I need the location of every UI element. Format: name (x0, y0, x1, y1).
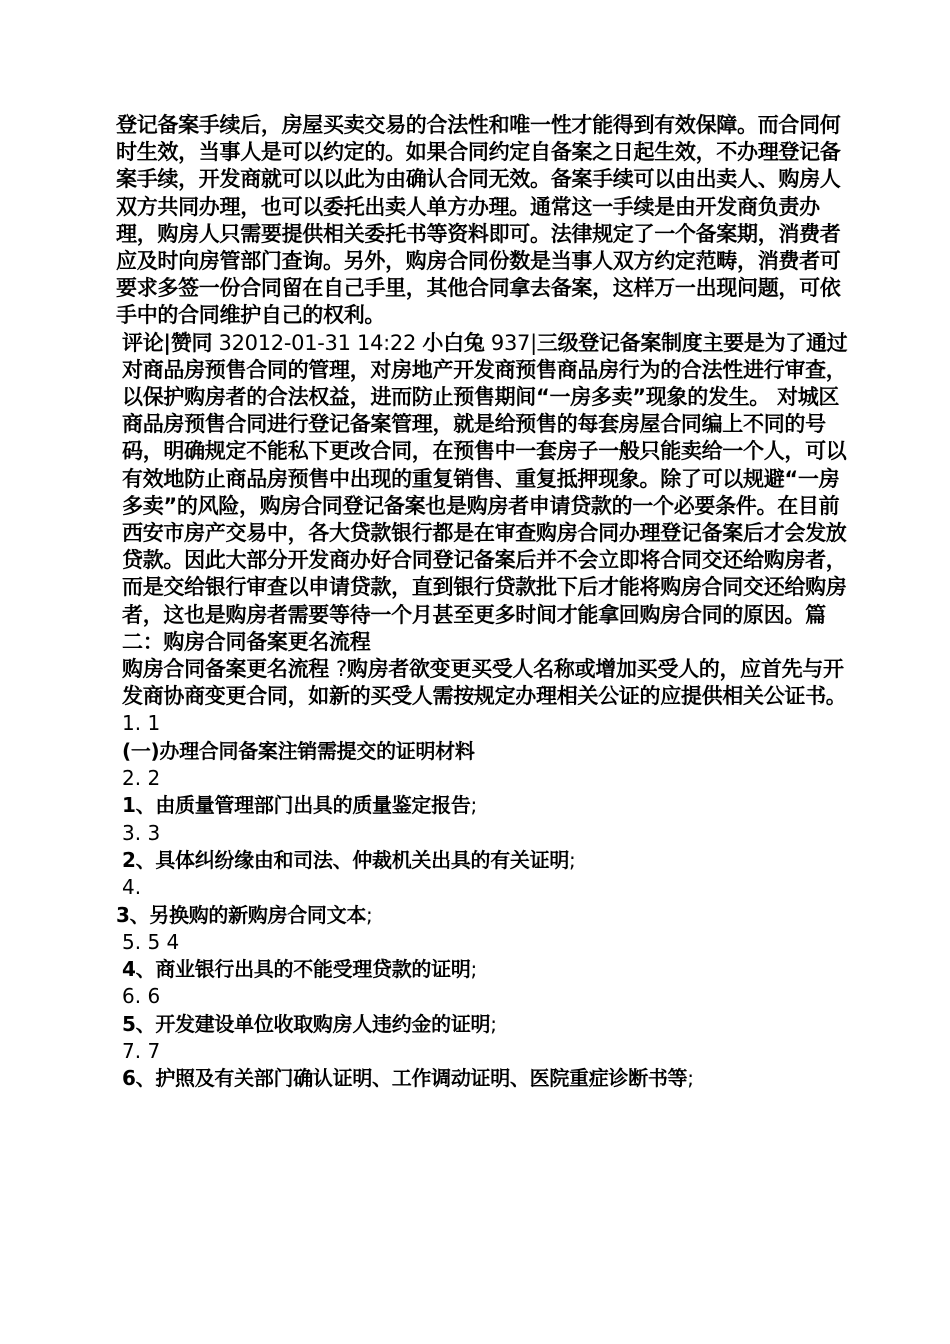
comment-count: 937| (484, 330, 537, 355)
list-item-punctuation: ; (569, 847, 576, 872)
list-item (116, 738, 850, 765)
comment-text: 三级登记备案制度主要是为了通过对商品房预售合同的管理，对房地产开发商预售商品房行为的合法性进行审查，以保护购房者的合法权益，进而防止预售期间“一房多卖”现象的发生。 对城区商品房预售合同进行登记备案管理，就是给预售的每套房屋合同编上不同的号码，明确规定不能私下更改合同，在预售中一套房子一般只能卖给一个人，可以有效地防止商品房预售中出现的重复销售、重复抵押现象。除了可以规避“一房多卖”的风险，购房合同登记备案也是购房者申请贷款的一个必要条件。在目前西安市房产交易中，各大贷款银行都是在审查购房合同办理登记备案后才会发放贷款。因此大部分开发商办好合同登记备案后并不会立即将合同交还给购房者，而是交给银行审查以申请贷款，直到银行贷款批下后才能将购房合同交还给购房者，这也是购房者需要等待一个月甚至更多时间才能拿回购房合同的原因。篇二：购房合同备案更名流程 (122, 330, 848, 654)
list-item (116, 1011, 850, 1038)
document-page (116, 112, 850, 1093)
list-item-text: 3、另换购的新购房合同文本 (116, 902, 367, 927)
list-item (116, 792, 850, 819)
list-number: 5. 5 4 (122, 929, 180, 954)
list-number: 2. 2 (122, 766, 161, 791)
list-item-text: 4、商业银行出具的不能受理贷款的证明 (122, 957, 471, 982)
list-item-punctuation: ; (366, 902, 373, 927)
rename-process-text: 购房者欲变更买受人名称或增加买受人的，应首先与开发商协商变更合同，如新的买受人需按规定办理相关公证的应提供相关公证书。 (122, 657, 847, 709)
list-number: 1. 1 (122, 711, 161, 736)
list-number: 3. 3 (122, 820, 161, 845)
list-item (116, 956, 850, 983)
paragraph-registration-effect: 登记备案手续后，房屋买卖交易的合法性和唯一性才能得到有效保障。而合同何时生效，当事人是可以约定的。如果合同约定自备案之日起生效，不办理登记备案手续，开发商就可以以此为由确认合同无效。备案手续可以由出卖人、购房人双方共同办理，也可以委托出卖人单方办理。通常这一手续是由开发商负责办理，购房人只需要提供相关委托书等资料即可。法律规定了一个备案期，消费者应及时向房管部门查询。另外，购房合同份数是当事人双方约定范畴，消费者可要求多签一份合同留在自己手里，其他合同拿去备案，这样万一出现问题，可依手中的合同维护自己的权利。 (116, 113, 841, 328)
comment-label[interactable]: 评论|赞同 (122, 330, 213, 355)
comment-user[interactable]: 小白兔 (422, 330, 485, 355)
list-item-text: 2、具体纠纷缘由和司法、仲裁机关出具的有关证明 (122, 847, 570, 872)
list-item (116, 902, 850, 929)
list-number: 6. 6 (122, 984, 161, 1009)
list-item-text: 5、开发建设单位收取购房人违约金的证明 (122, 1011, 491, 1036)
paragraph-comment (116, 330, 850, 656)
list-item-text: 1、由质量管理部门出具的质量鉴定报告 (122, 793, 471, 818)
materials-list (116, 710, 850, 1092)
list-number: 4. (122, 875, 142, 900)
question-mark: ? (336, 657, 347, 682)
list-item-punctuation: ; (687, 1066, 694, 1091)
list-item (116, 1065, 850, 1092)
list-item-punctuation: ; (490, 1011, 497, 1036)
list-item-text: 6、护照及有关部门确认证明、工作调动证明、医院重症诊断书等 (122, 1066, 688, 1091)
list-item-punctuation: ; (470, 957, 477, 982)
list-item-text: (一)办理合同备案注销需提交的证明材料 (122, 738, 475, 763)
paragraph-rename-process (116, 656, 850, 710)
list-item-punctuation: ; (470, 793, 477, 818)
section-title: 购房合同备案更名流程 (122, 657, 337, 682)
list-item (116, 847, 850, 874)
list-number: 7. 7 (122, 1039, 161, 1064)
comment-meta: 32012-01-31 14:22 (212, 330, 423, 355)
